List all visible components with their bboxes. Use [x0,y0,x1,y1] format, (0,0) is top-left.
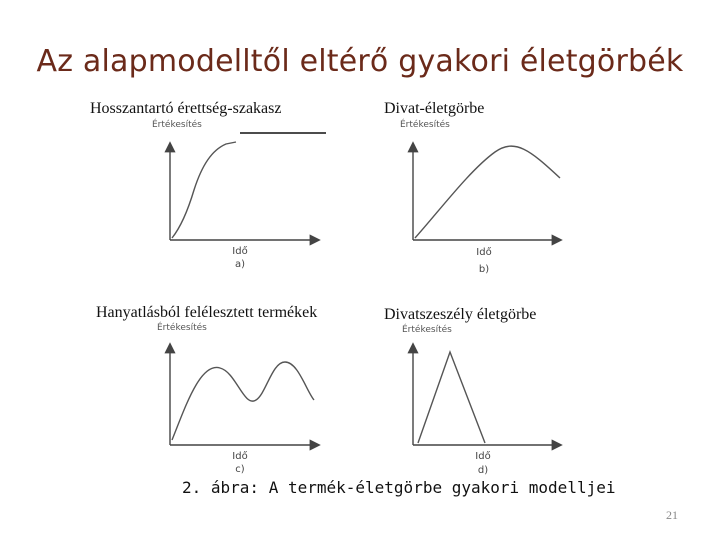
panel-d-x-label: Idő [475,451,491,462]
panel-c-y-label: Értékesítés [157,323,207,333]
panel-a-title: Hosszantartó érettség-szakasz [90,100,282,117]
panel-d-title: Divatszeszély életgörbe [384,306,537,323]
panel-d-graph [413,345,560,445]
panel-a-graph [170,133,326,240]
panel-a-x-label: Idő [232,246,248,257]
panel-b-x-label: Idő [476,247,492,258]
figure-caption: 2. ábra: A termék-életgörbe gyakori modelljei [182,478,616,497]
panel-b-curve [415,146,560,238]
panel-a-y-label: Értékesítés [152,120,202,130]
page-title: Az alapmodelltől eltérő gyakori életgörbék [36,44,684,79]
page-number: 21 [666,508,678,522]
panel-b-graph [413,144,560,240]
panel-c-title: Hanyatlásból felélesztett termékek [96,304,318,321]
panel-b-title: Divat-életgörbe [384,100,485,117]
panel-c-x-label: Idő [232,451,248,462]
panel-a-letter: a) [234,259,246,270]
panel-c-graph [170,345,318,445]
panel-c-letter: c) [235,464,245,475]
panel-d-letter: d) [477,465,489,476]
panel-d-curve [418,352,485,443]
panel-c-curve [172,362,314,440]
panel-a-curve [172,142,236,238]
panel-b-letter: b) [478,264,490,275]
panel-b-y-label: Értékesítés [400,120,450,130]
panel-d-y-label: Értékesítés [402,325,452,335]
